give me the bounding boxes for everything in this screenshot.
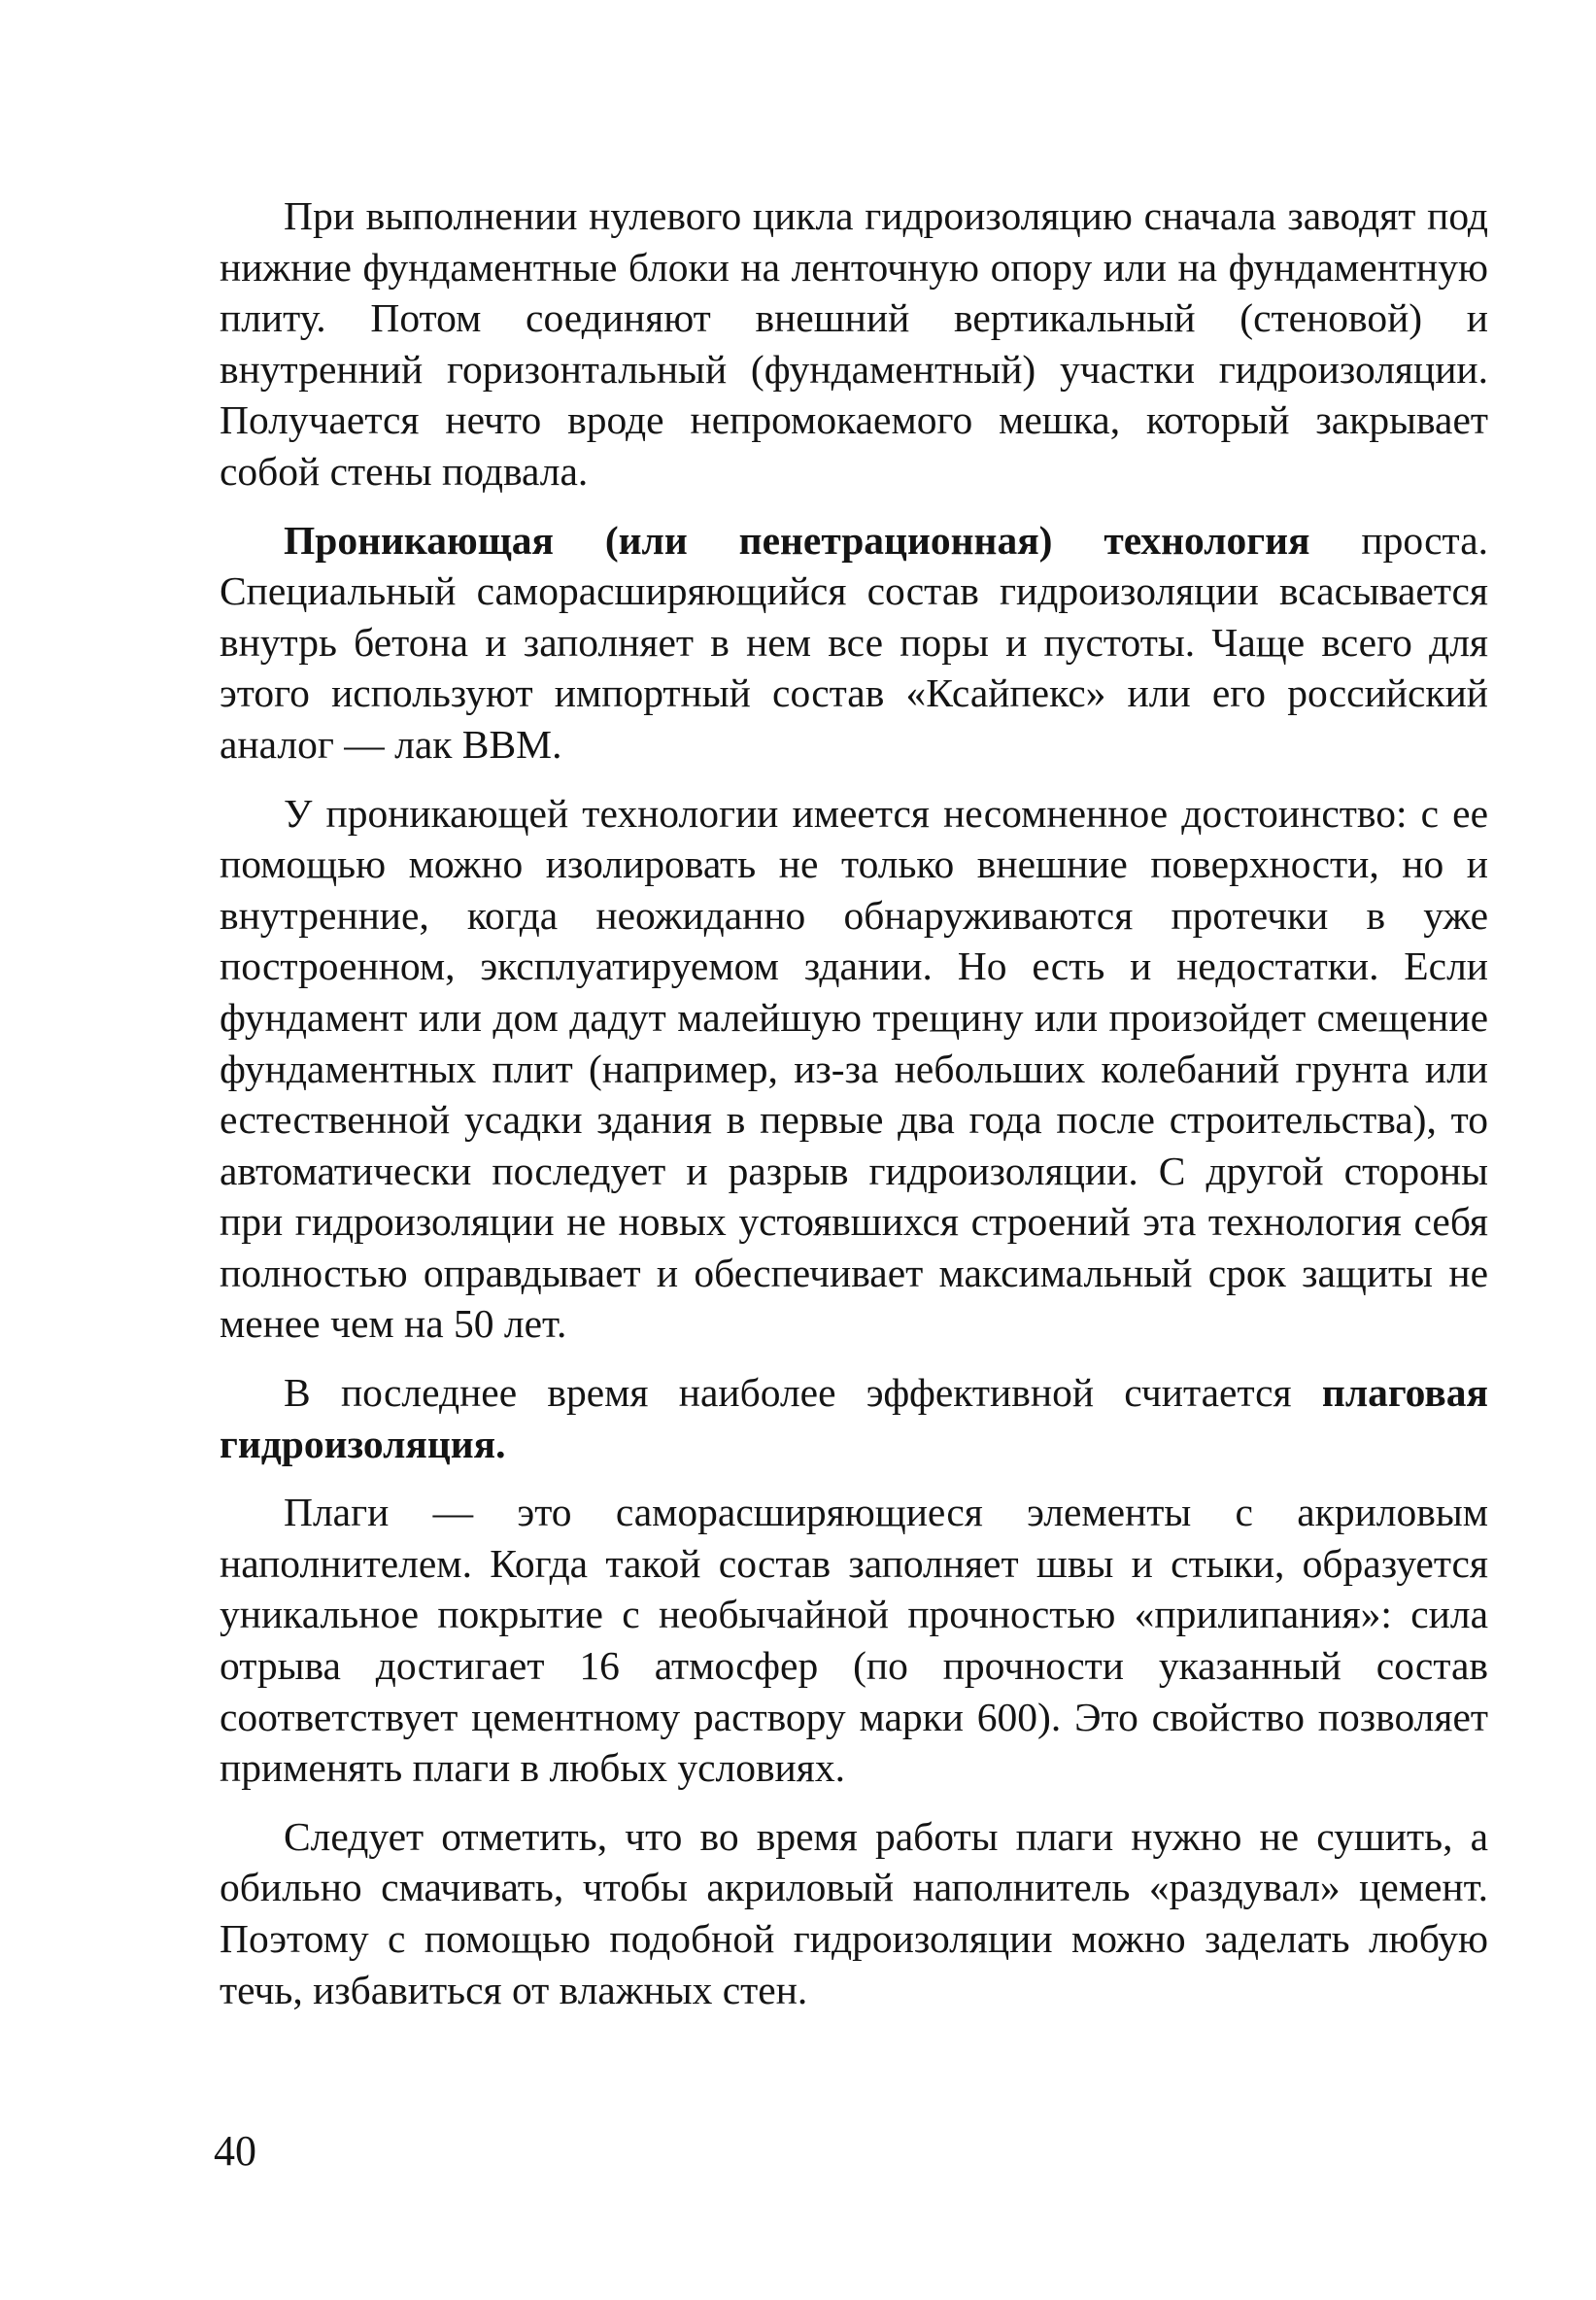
paragraph-text: Следует отметить, что во время работы плаги нужно не сушить, а обильно смачивать, чтобы акриловый наполнитель «раздувал» цемент. Поэтому с помощью подобной гидроизоляции можно заделать любую течь, избавиться от влажных стен.	[220, 1813, 1488, 2012]
paragraph-zero-cycle	[220, 190, 1488, 498]
paragraph-plug-usage	[220, 1811, 1488, 2015]
paragraph-plug-intro	[220, 1367, 1488, 1469]
paragraph-text: проста. Специальный саморасширяющийся состав гидроизоляции всасывается внутрь бетона и заполняет в нем все поры и пустоты. Чаще всего для этого используют импортный состав «Ксайпекс» или его российский аналог — лак ВВМ.	[220, 517, 1488, 767]
paragraph-text: Плаги — это саморасширяющиеся элементы с акриловым наполнителем. Когда такой состав заполняет швы и стыки, образуется уникальное покрытие с необычайной прочностью «прилипания»: сила отрыва достигает 16 атмосфер (по прочности указанный состав соответствует цементному раствору марки 600). Это свойство позволяет применять плаги в любых условиях.	[220, 1490, 1488, 1791]
bold-term-penetrating: Проникающая (или пенетрационная) технология	[284, 517, 1310, 563]
paragraph-text: При выполнении нулевого цикла гидроизоляцию сначала заводят под нижние фундаментные блоки на ленточную опору или на фундаментную плиту. Потом соединяют внешний вертикальный (стеновой) и внутренний горизонтальный (фундаментный) участки гидроизоляции. Получается нечто вроде непромокаемого мешка, который закрывает собой стены подвала.	[220, 193, 1488, 494]
body-text	[220, 190, 1488, 2015]
paragraph-advantages	[220, 788, 1488, 1351]
paragraph-text: В последнее время наиболее эффективной считается	[284, 1370, 1322, 1416]
bold-term-plug: плаговая гидроизоляция.	[220, 1370, 1488, 1466]
paragraph-penetrating-technology	[220, 515, 1488, 771]
paragraph-text: У проникающей технологии имеется несомненное достоинство: с ее помощью можно изолировать не только внешние поверхности, но и внутренние, когда неожиданно обнаруживаются протечки в уже построенном, эксплуатируемом здании. Но есть и недостатки. Если фундамент или дом дадут малейшую трещину или произойдет смещение фундаментных плит (например, из-за небольших колебаний грунта или естественной усадки здания в первые два года после строительства), то автоматически последует и разрыв гидроизоляции. С другой стороны при гидроизоляции не новых устоявшихся строений эта технология себя полностью оправдывает и обеспечивает максимальный срок защиты не менее чем на 50 лет.	[220, 790, 1488, 1347]
page-number: 40	[214, 2127, 256, 2175]
paragraph-plug-definition	[220, 1487, 1488, 1794]
